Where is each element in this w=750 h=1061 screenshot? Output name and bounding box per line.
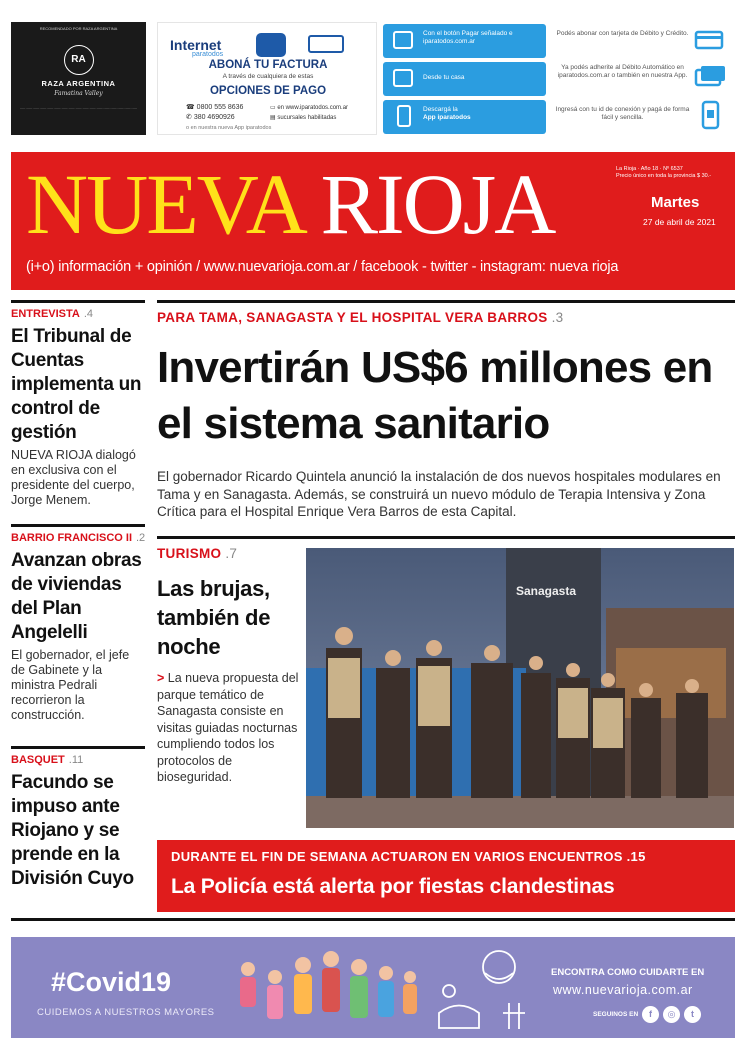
story-headline: Avanzan obras de viviendas del Plan Angelelli <box>11 550 142 643</box>
laptop-icon <box>308 35 344 53</box>
edition-price: Precio único en toda la provincia $ 30.- <box>616 173 712 179</box>
police-page-ref: .15 <box>626 849 646 864</box>
title-nueva: NUEVA <box>26 156 302 252</box>
turismo-section-name: TURISMO <box>157 546 222 561</box>
story-basquet[interactable] <box>11 746 145 891</box>
internet-app-text: App iparatodos <box>234 125 272 131</box>
twitter-icon[interactable]: t <box>684 1006 701 1023</box>
covid-find-text: ENCONTRA COMO CUIDARTE EN <box>551 967 705 978</box>
police-kicker <box>171 849 646 864</box>
section-divider <box>157 536 735 539</box>
debit-card-icon <box>693 62 727 92</box>
raza-script: Famatina Valley <box>54 90 103 97</box>
internet-logo <box>170 37 223 58</box>
raza-ad-fine-top: RECOMENDADO POR RAZA ARGENTINA <box>39 26 118 31</box>
web-channel: en www.iparatodos.com.ar <box>277 105 349 111</box>
pay-button-online-label: Con el botón Pagar señalado e iparatodos.com.ar <box>423 30 513 45</box>
main-summary: El gobernador Ricardo Quintela anunció la instalación de dos nuevos hospitales modulares en Tama y en Sanagasta. Además, se construirá un nuevo módulo de Terapia Intensiva y Zona Crítica para el Hospital Enrique Vera Barros de esta Capital. <box>157 469 721 519</box>
page-ref: .2 <box>136 532 146 544</box>
story-headline: Facundo se impuso ante Riojano y se prende en la División Cuyo <box>11 772 134 889</box>
handwash-mask-icon <box>429 943 539 1035</box>
turismo-tag <box>157 546 237 561</box>
internet-logo-text: Internet <box>170 37 222 53</box>
pay-button-online[interactable] <box>383 24 546 58</box>
raza-fine-print: ····································································································· <box>19 107 138 111</box>
pay-text-id: Ingresá con tu id de conexión y pagá de forma fácil y sencilla. <box>555 106 690 121</box>
edition-number: La Rioja · Año 18 · Nº 6537 <box>616 166 683 172</box>
phone-1: 0800 555 8636 <box>196 104 244 111</box>
story-headline: El Tribunal de Cuentas implementa un control de gestión <box>11 326 142 443</box>
phone-icon <box>397 105 411 127</box>
masthead-tagline[interactable]: (i+o) información + opinión / www.nuevarioja.com.ar / facebook - twitter - instagram: nueva rioja <box>26 259 619 275</box>
branches-channel: sucursales habilitadas <box>277 115 337 121</box>
turismo-headline[interactable]: Las brujas, también de noche <box>157 576 271 659</box>
story-barrio[interactable] <box>11 524 145 723</box>
section-tag <box>11 746 145 766</box>
story-entrevista[interactable] <box>11 300 145 508</box>
police-kicker-text: DURANTE EL FIN DE SEMANA ACTUARON EN VARIOS ENCUENTROS <box>171 849 623 864</box>
internet-channels: ▭ en www.iparatodos.com.ar ▤ sucursales habilitadas <box>270 105 349 121</box>
page-ref: .4 <box>83 308 94 320</box>
laptop-icon <box>393 69 413 87</box>
edition-info <box>616 166 728 180</box>
internet-sub: A través de cualquiera de estas <box>222 73 314 80</box>
internet-paratodos-ad[interactable] <box>157 22 377 135</box>
story-summary: El gobernador, el jefe de Gabinete y la ministra Pedrali recorrieron la construcción. <box>11 648 130 722</box>
follow-label: SEGUINOS EN <box>593 1011 639 1018</box>
main-kicker <box>157 300 735 325</box>
newspaper-title[interactable] <box>26 156 554 252</box>
internet-footer-text: o en nuestra nueva <box>186 125 234 131</box>
pay-button-home[interactable] <box>383 62 546 96</box>
instagram-icon[interactable]: ◎ <box>663 1006 680 1023</box>
raza-argentina-ad[interactable] <box>11 22 146 135</box>
turismo-summary <box>157 670 299 786</box>
edition-date: 27 de abril de 2021 <box>643 217 716 227</box>
covid-slogan: CUIDEMOS A NUESTROS MAYORES <box>37 1007 215 1018</box>
raza-brand: RAZA ARGENTINA <box>41 79 116 88</box>
covid-hashtag: #Covid19 <box>51 967 172 997</box>
people-illustration-icon <box>233 947 423 1037</box>
section-tag <box>11 300 145 320</box>
phone-2: 380 4690926 <box>193 114 235 121</box>
main-page-ref: .3 <box>551 310 564 325</box>
edition-day: Martes <box>651 194 700 211</box>
title-rioja: RIOJA <box>320 156 555 252</box>
footer-divider <box>11 918 735 921</box>
masthead <box>11 152 735 290</box>
raza-logo-icon: RA <box>64 45 94 75</box>
section-name: ENTREVISTA <box>11 308 80 320</box>
pay-text-debit: Ya podés adherite al Débito Automático en iparatodos.com.ar o también en nuestra App. <box>557 64 688 79</box>
story-summary: NUEVA RIOJA dialogó en exclusiva con el presidente del cuerpo, Jorge Menem. <box>11 448 136 507</box>
section-tag <box>11 524 145 544</box>
internet-phones: ☎ 0800 555 8636 ✆ 380 4690926 <box>186 104 244 121</box>
internet-footer <box>186 125 271 131</box>
pay-button-app-line2: App iparatodos <box>423 114 471 121</box>
arrow-icon: > <box>157 671 165 685</box>
internet-logo-sub: paratodos <box>192 51 224 58</box>
internet-headline2: OPCIONES DE PAGO <box>209 85 327 97</box>
turismo-summary-text: La nueva propuesta del parque temático de Sanagasta consiste en visitas guiadas nocturnas cumpliendo todos los protocolos de bioseguridad. <box>157 671 299 784</box>
computer-icon <box>393 31 413 49</box>
covid-url[interactable]: www.nuevarioja.com.ar <box>553 983 693 997</box>
pay-button-app[interactable] <box>383 100 546 134</box>
police-story[interactable] <box>157 840 735 912</box>
main-headline[interactable]: Invertirán US$6 millones en el sistema sanitario <box>157 343 713 448</box>
page-ref: .11 <box>68 754 84 766</box>
credit-card-icon <box>693 26 727 56</box>
turismo-photo[interactable] <box>306 548 734 828</box>
pay-button-app-line1: Descargá la <box>423 106 458 113</box>
app-phone-icon <box>693 100 727 130</box>
facebook-icon[interactable]: f <box>642 1006 659 1023</box>
main-kicker-text: PARA TAMA, SANAGASTA Y EL HOSPITAL VERA BARROS <box>157 310 548 325</box>
turismo-page-ref: .7 <box>225 546 238 561</box>
pay-text-cards: Podés abonar con tarjeta de Débito y Crédito. <box>556 30 689 37</box>
photo-sign: Sanagasta <box>516 584 577 598</box>
section-name: BARRIO FRANCISCO II <box>11 532 132 544</box>
pay-button-home-label: Desde tu casa <box>423 74 465 81</box>
police-headline: La Policía está alerta por fiestas clandestinas <box>171 875 615 898</box>
internet-headline: ABONÁ TU FACTURA <box>208 59 328 71</box>
payment-options-ad[interactable] <box>383 22 738 135</box>
house-icon <box>256 33 286 57</box>
covid-banner[interactable] <box>11 937 735 1038</box>
section-name: BASQUET <box>11 754 65 766</box>
